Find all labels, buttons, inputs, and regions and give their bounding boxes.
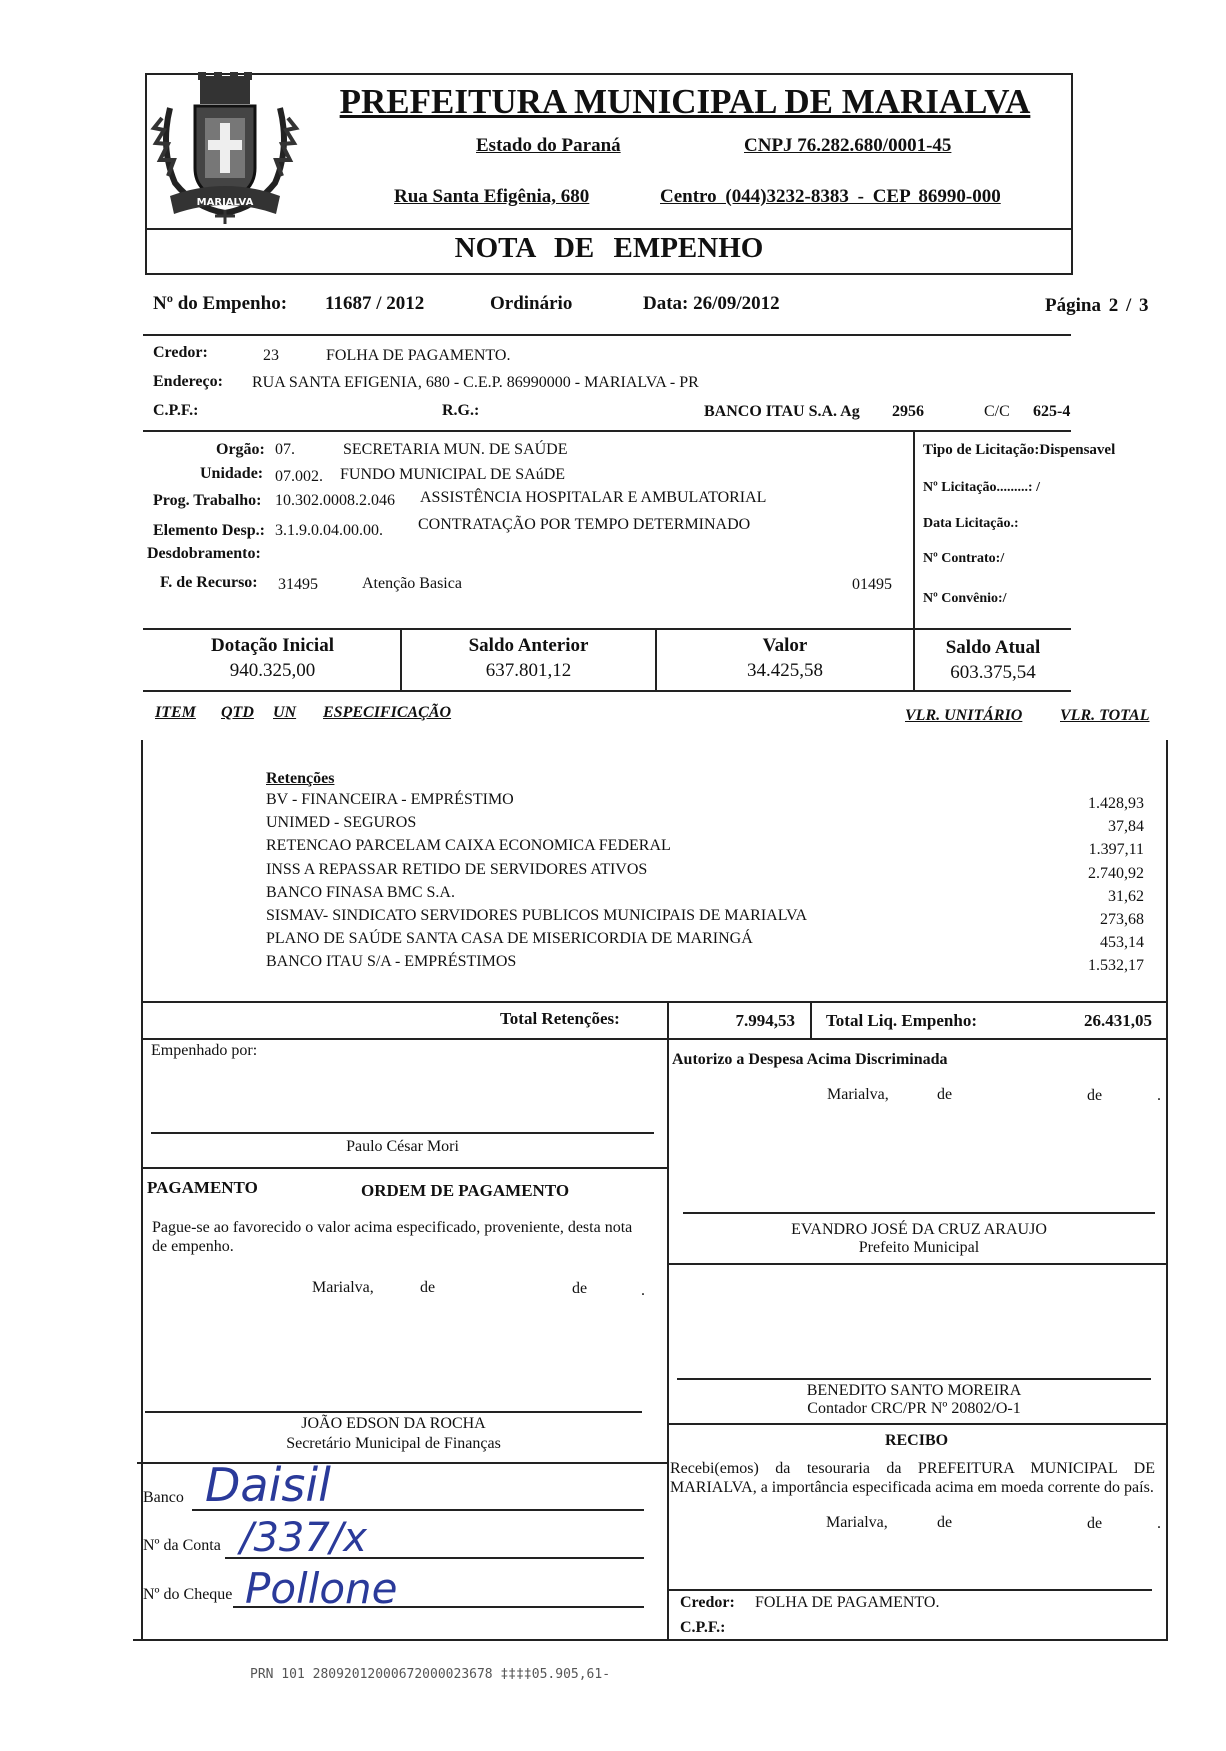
retencao-label: SISMAV- SINDICATO SERVIDORES PUBLICOS MUNICIPAIS DE MARIALVA bbox=[266, 907, 808, 924]
dotacao-value: 940.325,00 bbox=[229, 660, 316, 681]
conta-handwriting: /337/x bbox=[240, 1515, 367, 1561]
banco-label: Banco bbox=[143, 1489, 184, 1506]
state-label: Estado do Paraná bbox=[476, 135, 621, 156]
pagamento-de-2: de bbox=[572, 1280, 588, 1297]
tipo-licitacao: Tipo de Licitação:Dispensavel bbox=[923, 442, 1116, 458]
autorizo-marialva: Marialva, bbox=[827, 1086, 889, 1103]
items-col-un: UN bbox=[273, 704, 297, 721]
total-retencoes-label: Total Retenções: bbox=[500, 1009, 620, 1028]
cnpj-label: CNPJ 76.282.680/0001-45 bbox=[744, 135, 952, 156]
retencoes-total-divider bbox=[667, 1001, 669, 1038]
totals-bottom-line bbox=[143, 690, 1071, 692]
retencao-label: BANCO ITAU S/A - EMPRÉSTIMOS bbox=[266, 953, 517, 971]
bank-agency: 2956 bbox=[892, 403, 924, 420]
recibo-credor-name: FOLHA DE PAGAMENTO. bbox=[755, 1594, 940, 1611]
recibo-de-1: de bbox=[937, 1514, 953, 1531]
recurso-code: 31495 bbox=[278, 576, 318, 593]
n-licitacao: Nº Licitação.........: / bbox=[923, 480, 1040, 495]
pagamento-label: PAGAMENTO bbox=[147, 1178, 258, 1197]
coat-of-arms-icon bbox=[150, 68, 300, 226]
recurso-name: Atenção Basica bbox=[362, 575, 462, 592]
footer-code: PRN 101 28092012000672000023678 ‡‡‡‡05.905,61- bbox=[250, 1667, 611, 1682]
retencao-label: BANCO FINASA BMC S.A. bbox=[266, 883, 455, 901]
empenhado-por-label: Empenhado por: bbox=[151, 1042, 258, 1059]
cc-value: 625-4 bbox=[1033, 403, 1071, 420]
address-label: Endereço: bbox=[153, 373, 223, 390]
unidade-code: 07.002. bbox=[275, 468, 323, 485]
prog-label: Prog. Trabalho: bbox=[153, 492, 262, 509]
recibo-text: Recebi(emos) da tesouraria da PREFEITURA MUNICIPAL DE MARIALVA, a importância especificada acima em moeda corrente do país. bbox=[670, 1460, 1155, 1496]
totals-top-line bbox=[143, 628, 1071, 630]
saldo-anterior-label: Saldo Anterior bbox=[468, 635, 589, 656]
recibo-top-line bbox=[667, 1423, 1166, 1425]
empenho-value: 11687 / 2012 bbox=[325, 293, 425, 314]
valor-value: 34.425,58 bbox=[747, 660, 823, 681]
elemento-label: Elemento Desp.: bbox=[153, 522, 265, 539]
retencao-value: 37,84 bbox=[1108, 818, 1144, 836]
retencoes-total-bottom-line bbox=[141, 1038, 1166, 1040]
recibo-signature-line bbox=[667, 1589, 1152, 1591]
budget-vertical-divider bbox=[913, 430, 915, 628]
recurso-label: F. de Recurso: bbox=[160, 574, 258, 591]
prefeito-bottom-line bbox=[667, 1263, 1166, 1265]
prefeito-cargo: Prefeito Municipal bbox=[858, 1239, 980, 1256]
retencao-label: PLANO DE SAÚDE SANTA CASA DE MISERICORDIA DE MARINGÁ bbox=[266, 930, 753, 948]
recibo-credor-label: Credor: bbox=[680, 1594, 735, 1611]
unidade-name: FUNDO MUNICIPAL DE SAúDE bbox=[340, 466, 566, 483]
banco-handwriting: Daisil bbox=[205, 1458, 331, 1512]
dotacao-label: Dotação Inicial bbox=[211, 635, 334, 656]
liq-divider bbox=[810, 1001, 812, 1038]
prog-code: 10.302.0008.2.046 bbox=[275, 492, 395, 509]
bank-name: BANCO ITAU S.A. Ag bbox=[704, 403, 860, 420]
data-licitacao: Data Licitação.: bbox=[923, 516, 1019, 531]
autorizo-de-1: de bbox=[937, 1086, 953, 1103]
items-col-qtd: QTD bbox=[221, 704, 254, 721]
secretario-signature-line bbox=[145, 1411, 642, 1413]
saldo-atual-label: Saldo Atual bbox=[945, 637, 1041, 658]
pagamento-de-1: de bbox=[420, 1279, 436, 1296]
orgao-label: Orgão: bbox=[216, 441, 265, 458]
empenhado-signature-line bbox=[151, 1132, 654, 1134]
retencoes-total-top-line bbox=[141, 1001, 1166, 1003]
prefeito-signature-line bbox=[683, 1212, 1155, 1214]
elemento-code: 3.1.9.0.04.00.00. bbox=[275, 522, 383, 539]
street-label: Rua Santa Efigênia, 680 bbox=[394, 186, 590, 207]
document-bottom-line bbox=[133, 1639, 1168, 1641]
cpf-label: C.P.F.: bbox=[153, 402, 199, 419]
retencao-value: 453,14 bbox=[1100, 934, 1144, 952]
recibo-title: RECIBO bbox=[884, 1432, 949, 1449]
secretario-cargo: Secretário Municipal de Finanças bbox=[286, 1435, 501, 1452]
orgao-code: 07. bbox=[275, 441, 295, 458]
valor-label: Valor bbox=[762, 635, 808, 656]
total-retencoes-value: 7.994,53 bbox=[735, 1011, 795, 1030]
contador-nome: BENEDITO SANTO MOREIRA bbox=[806, 1382, 1022, 1399]
retencao-value: 31,62 bbox=[1108, 887, 1144, 905]
retencao-label: UNIMED - SEGUROS bbox=[266, 814, 417, 832]
items-col-vlr-unitario: VLR. UNITÁRIO bbox=[905, 707, 1023, 724]
ordem-pagamento-label: ORDEM DE PAGAMENTO bbox=[361, 1181, 570, 1200]
items-col-item: ITEM bbox=[155, 704, 196, 721]
prog-name: ASSISTÊNCIA HOSPITALAR E AMBULATORIAL bbox=[420, 489, 767, 506]
retencoes-title: Retenções bbox=[266, 770, 335, 787]
seal-text: MARIALVA bbox=[196, 197, 254, 208]
autorizo-de-2: de bbox=[1087, 1087, 1103, 1104]
recibo-dot: . bbox=[1157, 1515, 1161, 1532]
saldo-atual-value: 603.375,54 bbox=[950, 662, 1036, 683]
conta-label: Nº da Conta bbox=[143, 1537, 221, 1554]
contador-cargo: Contador CRC/PR Nº 20802/O-1 bbox=[807, 1400, 1021, 1417]
orgao-name: SECRETARIA MUN. DE SAÚDE bbox=[343, 441, 568, 458]
credor-address: RUA SANTA EFIGENIA, 680 - C.E.P. 86990000 - MARIALVA - PR bbox=[252, 374, 699, 391]
contador-signature-line bbox=[677, 1378, 1151, 1380]
items-col-especificacao: ESPECIFICAÇÃO bbox=[323, 704, 452, 721]
cheque-handwriting: Pollone bbox=[245, 1564, 398, 1613]
empenho-label: Nº do Empenho: bbox=[153, 293, 288, 314]
autorizo-dot: . bbox=[1157, 1087, 1161, 1104]
rg-label: R.G.: bbox=[442, 402, 480, 419]
header-divider bbox=[145, 228, 1073, 230]
elemento-name: CONTRATAÇÃO POR TEMPO DETERMINADO bbox=[418, 516, 751, 533]
prefeitura-title: PREFEITURA MUNICIPAL DE MARIALVA bbox=[339, 82, 1031, 121]
credor-top-line bbox=[143, 334, 1071, 336]
recibo-cpf-label: C.P.F.: bbox=[680, 1619, 726, 1636]
empenhado-nome: Paulo César Mori bbox=[346, 1138, 459, 1155]
prefeito-nome: EVANDRO JOSÉ DA CRUZ ARAUJO bbox=[791, 1221, 1047, 1238]
items-right-border bbox=[1166, 740, 1168, 1640]
recibo-marialva: Marialva, bbox=[826, 1514, 888, 1531]
cheque-label: Nº do Cheque bbox=[143, 1586, 233, 1603]
retencao-value: 1.397,11 bbox=[1088, 841, 1144, 859]
retencao-label: BV - FINANCEIRA - EMPRÉSTIMO bbox=[266, 791, 514, 808]
empenho-date: Data: 26/09/2012 bbox=[643, 293, 780, 314]
signature-area-divider bbox=[667, 1038, 669, 1640]
recibo-de-2: de bbox=[1087, 1515, 1103, 1532]
saldo-anterior-value: 637.801,12 bbox=[485, 660, 572, 681]
address-rest-label: Centro (044)3232-8383 - CEP 86990-000 bbox=[660, 186, 1001, 207]
items-col-vlr-total: VLR. TOTAL bbox=[1060, 707, 1150, 724]
credor-code: 23 bbox=[263, 347, 279, 364]
recurso-extra: 01495 bbox=[852, 576, 892, 593]
credor-name: FOLHA DE PAGAMENTO. bbox=[326, 347, 511, 364]
retencao-value: 1.428,93 bbox=[1088, 795, 1144, 812]
page-number: Página 2 / 3 bbox=[1045, 295, 1149, 316]
retencao-value: 2.740,92 bbox=[1088, 864, 1144, 882]
unidade-label: Unidade: bbox=[200, 465, 264, 482]
desdobramento-label: Desdobramento: bbox=[147, 545, 261, 562]
total-liq-label: Total Liq. Empenho: bbox=[826, 1011, 977, 1030]
cc-label: C/C bbox=[984, 403, 1010, 420]
credor-label: Credor: bbox=[153, 344, 208, 361]
doc-title: NOTA DE EMPENHO bbox=[454, 232, 764, 264]
n-convenio: Nº Convênio:/ bbox=[923, 591, 1007, 606]
retencao-label: RETENCAO PARCELAM CAIXA ECONOMICA FEDERAL bbox=[266, 837, 671, 855]
pague-se-text: Pague-se ao favorecido o valor acima especificado, proveniente, desta nota de empenho. bbox=[152, 1219, 633, 1255]
empenho-type: Ordinário bbox=[490, 293, 573, 314]
pagamento-dot: . bbox=[641, 1282, 645, 1299]
budget-top-line bbox=[143, 430, 1071, 432]
retencao-value: 273,68 bbox=[1100, 911, 1144, 928]
retencao-value: 1.532,17 bbox=[1088, 957, 1144, 975]
autorizo-label: Autorizo a Despesa Acima Discriminada bbox=[672, 1051, 948, 1068]
n-contrato: Nº Contrato:/ bbox=[923, 551, 1005, 566]
pagamento-marialva: Marialva, bbox=[312, 1279, 374, 1296]
secretario-nome: JOÃO EDSON DA ROCHA bbox=[301, 1415, 486, 1432]
pagamento-top-line bbox=[141, 1167, 667, 1169]
retencao-label: INSS A REPASSAR RETIDO DE SERVIDORES ATIVOS bbox=[266, 860, 648, 878]
total-liq-value: 26.431,05 bbox=[1084, 1011, 1152, 1030]
